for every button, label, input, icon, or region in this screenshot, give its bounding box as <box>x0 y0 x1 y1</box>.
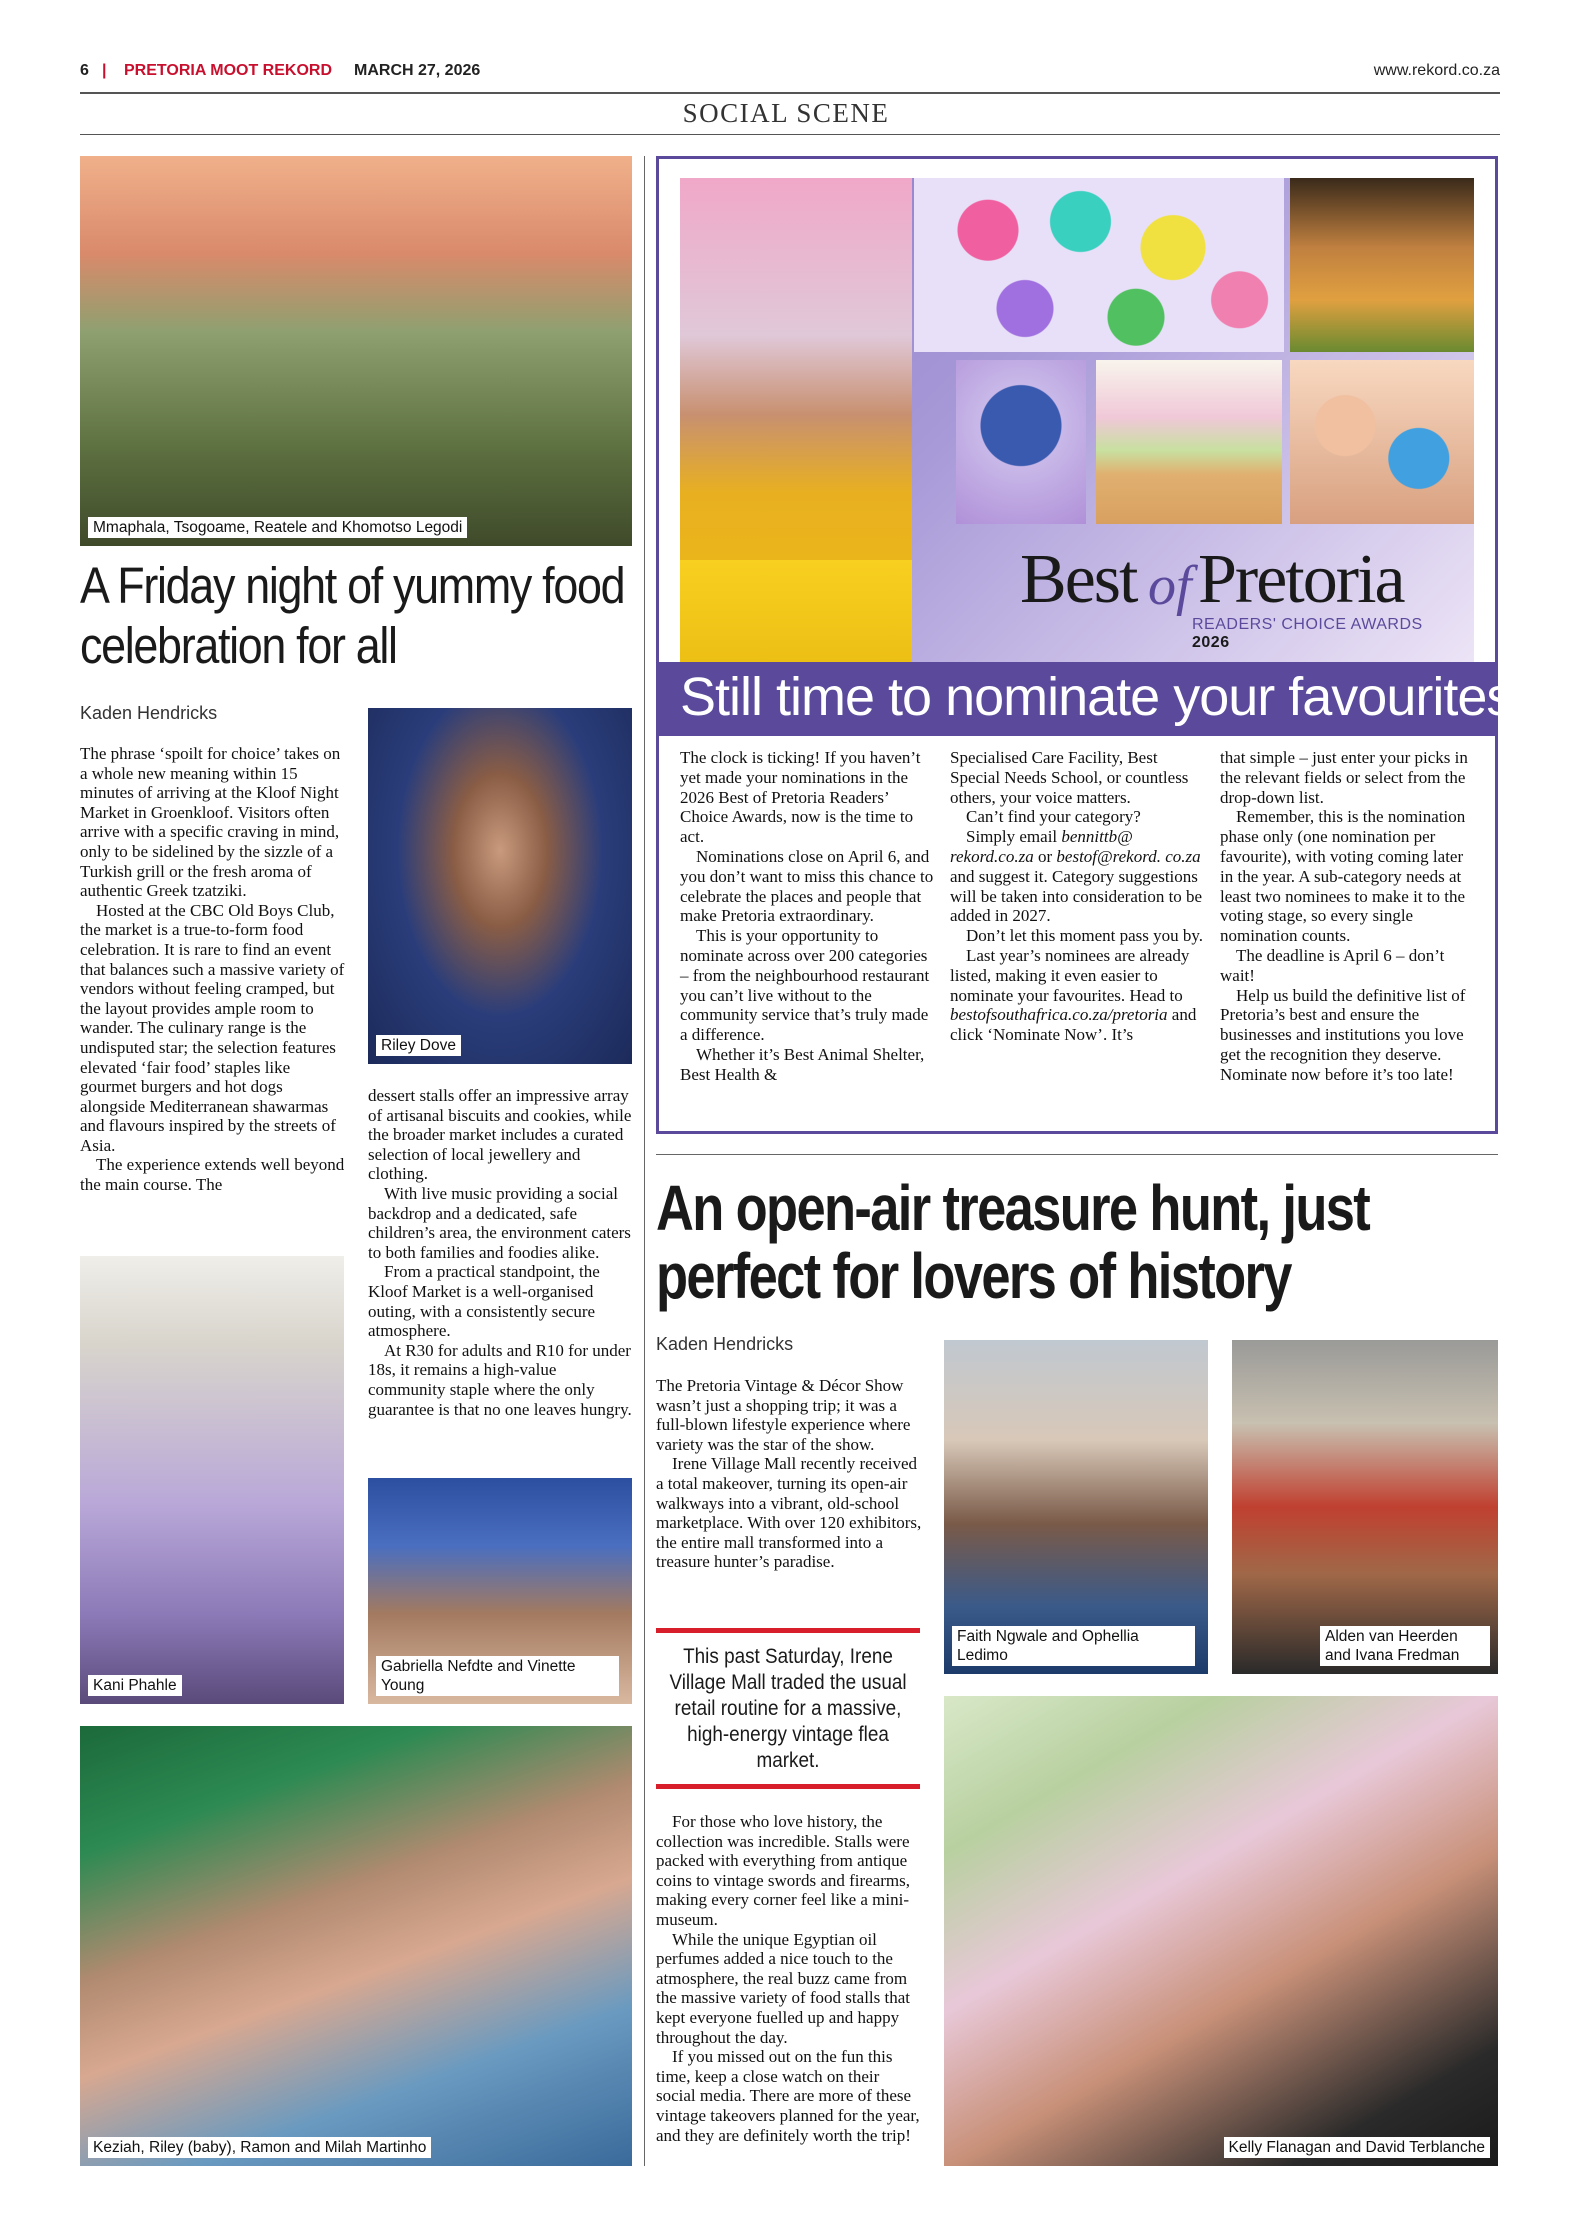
logo-subtitle <box>1192 616 1460 652</box>
text: Simply email <box>966 827 1062 847</box>
advert-column-3 <box>1220 748 1474 1085</box>
paragraph: The deadline is April 6 – don’t wait! <box>1220 945 1445 985</box>
paragraph: The phrase ‘spoilt for choice’ takes on a whole new meaning within 15 minutes of arriving at the Kloof Night Market in Groenkloof. Visitors often arrive with a specific craving in mind, only to be sidelined by the sizzle of a Turkish grill or the fresh aroma of authentic Greek tzatziki. <box>80 744 341 901</box>
website-url[interactable]: www.rekord.co.za <box>1373 62 1500 79</box>
logo-word-pretoria: Pretoria <box>1198 541 1404 618</box>
photo-kelly-david <box>944 1696 1498 2166</box>
photo-riley-dove <box>368 708 632 1064</box>
paragraph: Help us build the definitive list of Pretoria’s best and ensure the businesses and institutions you love get the recognition they deserve. Nominate now before it’s too late! <box>1220 985 1466 1084</box>
photo-alden-ivana <box>1232 1340 1498 1674</box>
right-article-byline: Kaden Hendricks <box>656 1334 794 1354</box>
newspaper-name: PRETORIA MOOT REKORD <box>124 62 333 79</box>
paragraph: Don’t let this moment pass you by. <box>966 926 1204 946</box>
masthead-separator: | <box>102 62 107 79</box>
text: or <box>1033 846 1057 866</box>
advert-icecream-photo <box>1096 360 1282 524</box>
photo-caption: Gabriella Nefdte and Vinette Young <box>376 1656 619 1696</box>
photo-caption: Alden van Heerden and Ivana Fredman <box>1320 1626 1490 1666</box>
logo-word-best: Best <box>1020 541 1137 618</box>
logo-year: 2026 <box>1192 634 1230 651</box>
paragraph: that simple – just enter your picks in the relevant fields or select from the drop-down list. <box>1220 748 1468 807</box>
email-link-bennittb[interactable]: bennittb@ rekord.co.za <box>950 827 1133 866</box>
photo-caption: Keziah, Riley (baby), Ramon and Milah Martinho <box>88 2137 431 2158</box>
left-article-column-2 <box>368 1086 636 1419</box>
pull-quote-rule-top <box>656 1628 920 1633</box>
pull-quote-rule-bottom <box>656 1784 920 1789</box>
photo-kani-phahle <box>80 1256 344 1704</box>
issue-date: MARCH 27, 2026 <box>354 62 481 79</box>
text: and suggest it. Category suggestions will be taken into consideration to be added in 2027. <box>950 866 1203 926</box>
left-article-headline: A Friday night of yummy food celebration for all <box>80 557 625 674</box>
paragraph: With live music providing a social backdrop and a dedicated, safe children’s area, the environment caters to both families and foodies alike. <box>368 1183 631 1262</box>
logo-subtitle-text: READERS' CHOICE AWARDS <box>1192 616 1423 633</box>
advert-food-photo <box>1290 178 1474 352</box>
photo-caption: Riley Dove <box>376 1035 461 1056</box>
paragraph: Irene Village Mall recently received a total makeover, turning its open-air walkways into a vibrant, old-school marketplace. With over 120 exhibitors, the entire mall transformed into a treasure hunter’s paradise. <box>656 1454 922 1572</box>
section-rule <box>80 134 1500 135</box>
section-title: SOCIAL SCENE <box>682 98 890 128</box>
right-article-headline: An open-air treasure hunt, just perfect for lovers of history <box>656 1172 1370 1312</box>
paragraph: The Pretoria Vintage & Décor Show wasn’t just a shopping trip; it was a full-blown lifestyle experience where variety was the star of the show. <box>656 1376 911 1454</box>
paragraph: If you missed out on the fun this time, keep a close watch on their social media. There are more of these vintage takeovers planned for the year, and they are definitely worth the trip! <box>656 2047 920 2145</box>
photo-caption: Kani Phahle <box>88 1675 182 1696</box>
advert-blueberries-photo <box>956 360 1086 524</box>
paragraph-email <box>950 827 1204 926</box>
advert-column-2 <box>950 748 1204 1045</box>
paragraph: Hosted at the CBC Old Boys Club, the market is a true-to-form food celebration. It is rare to find an event that balances such a massive variety of vendors without feeling cramped, but the layout provides ample room to wander. The culinary range is the undisputed star; the selection features elevated ‘fair food’ staples like gourmet burgers and hot dogs alongside Mediterranean shawarmas and flavours inspired by the streets of Asia. <box>80 900 345 1155</box>
paragraph: Can’t find your category? <box>966 807 1141 827</box>
paragraph-link <box>950 946 1204 1045</box>
paragraph: Specialised Care Facility, Best Special Needs School, or countless others, your voice matters. <box>950 748 1189 807</box>
photo-faith-ophellia <box>944 1340 1208 1674</box>
photo-martinho-family <box>80 1726 632 2166</box>
left-article-byline: Kaden Hendricks <box>80 703 218 723</box>
paragraph: This is your opportunity to nominate across over 200 categories – from the neighbourhood restaurant you can’t live without to the community service that’s truly made a difference. <box>680 926 930 1045</box>
advert-headline: Still time to nominate your favourites <box>680 667 1513 727</box>
masthead <box>80 58 1500 86</box>
logo-word-of: of <box>1148 555 1192 617</box>
column-divider <box>644 156 645 2166</box>
photo-caption: Faith Ngwale and Ophellia Ledimo <box>952 1626 1195 1666</box>
photo-gabriella-vinette <box>368 1478 632 1704</box>
advert-balloons-photo <box>914 178 1284 352</box>
email-link-bestof[interactable]: bestof@rekord. co.za <box>1056 846 1201 866</box>
masthead-rule <box>80 92 1500 94</box>
photo-legodi-family <box>80 156 632 546</box>
advert-column-1 <box>680 748 934 1085</box>
paragraph: The experience extends well beyond the main course. The <box>80 1155 345 1195</box>
paragraph: While the unique Egyptian oil perfumes added a nice touch to the atmosphere, the real buzz came from the massive variety of food stalls that kept everyone fuelled up and happy throughout the day. <box>656 1929 910 2047</box>
left-article-column-1 <box>80 744 346 1195</box>
text: and click ‘Nominate Now’. It’s <box>950 1005 1197 1045</box>
pull-quote: This past Saturday, Irene Village Mall traded the usual retail routine for a massive, high-energy vintage flea market. <box>669 1645 907 1772</box>
right-article-column-1 <box>656 1376 922 1572</box>
advert-donuts-photo <box>1290 360 1474 524</box>
photo-caption: Mmaphala, Tsogoame, Reatele and Khomotso Legodi <box>88 517 467 538</box>
nomination-website-link[interactable]: bestofsouthafrica.co.za/pretoria <box>950 1005 1168 1025</box>
paragraph: From a practical standpoint, the Kloof Market is a well-organised outing, with a consistently secure atmosphere. <box>368 1262 600 1341</box>
photo-caption: Kelly Flanagan and David Terblanche <box>1224 2137 1491 2158</box>
paragraph: For those who love history, the collection was incredible. Stalls were packed with everything from antique coins to vintage swords and firearms, making every corner feel like a mini-museum. <box>656 1812 910 1929</box>
page-number: 6 <box>80 62 89 79</box>
paragraph: Nominations close on April 6, and you don’t want to miss this chance to celebrate the places and people that make Pretoria extraordinary. <box>680 846 934 926</box>
paragraph: dessert stalls offer an impressive array of artisanal biscuits and cookies, while the broader market includes a curated selection of local jewellery and clothing. <box>368 1086 632 1184</box>
best-of-pretoria-logo <box>1020 540 1460 651</box>
right-article-column-2 <box>656 1812 922 2145</box>
paragraph: Remember, this is the nomination phase only (one nomination per favourite), with voting coming later in the year. A sub-category needs at least two nominees to make it to the voting stage, so every single nomination counts. <box>1220 807 1466 946</box>
text: Last year’s nominees are already listed, making it even easier to nominate your favourites. Head to <box>950 945 1190 1005</box>
paragraph: Whether it’s Best Animal Shelter, Best Health & <box>680 1044 925 1084</box>
section-divider <box>656 1154 1498 1155</box>
paragraph: The clock is ticking! If you haven’t yet made your nominations in the 2026 Best of Pretoria Readers’ Choice Awards, now is the time to act. <box>680 748 921 847</box>
paragraph: At R30 for adults and R10 for under 18s, it remains a high-value community staple where the only guarantee is that no one leaves hungry. <box>368 1340 632 1419</box>
